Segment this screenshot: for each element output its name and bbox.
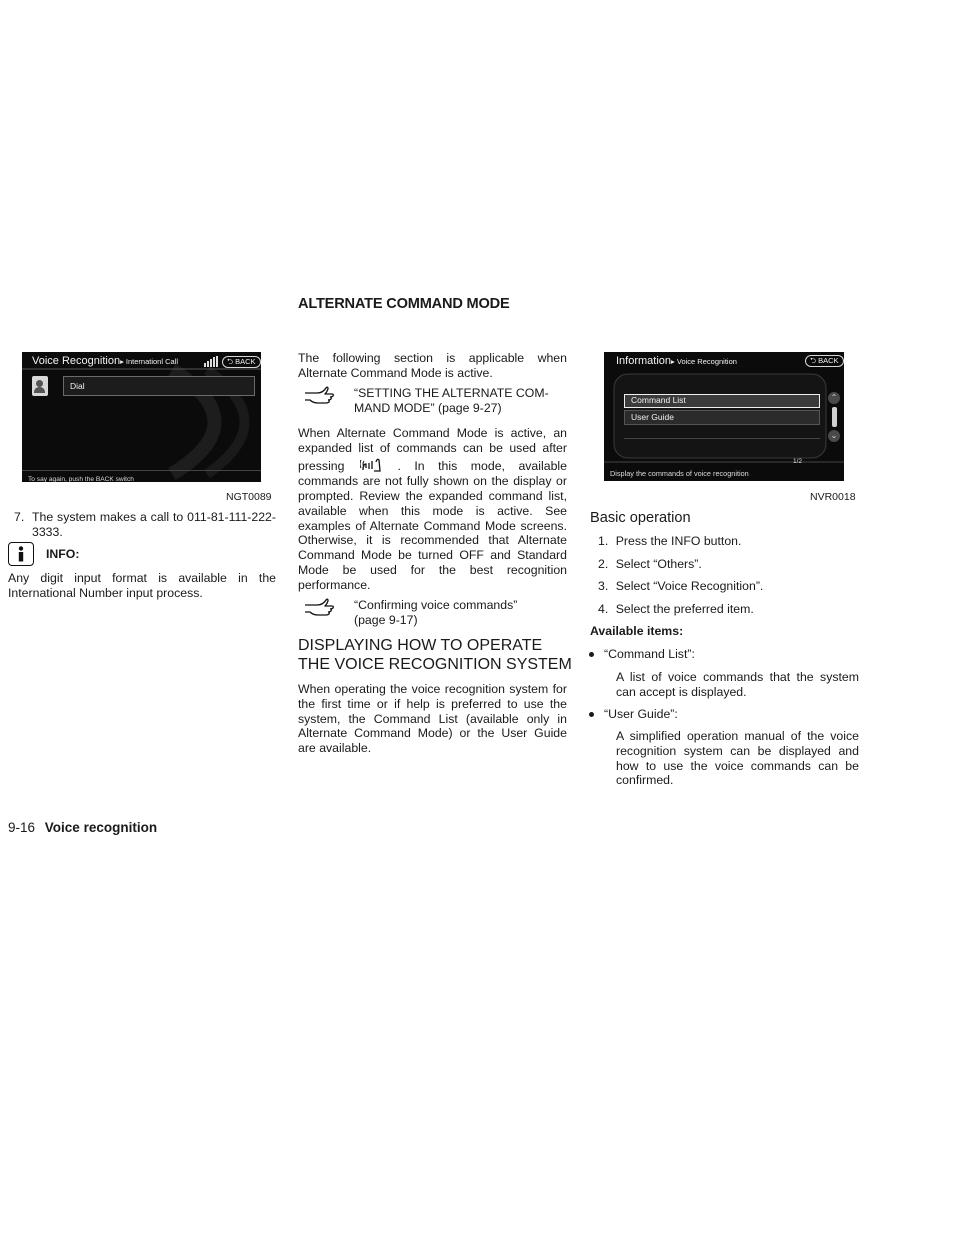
reference-2-line-1: “Confirming voice commands” [354, 598, 518, 612]
step-1 [598, 534, 741, 549]
screen-title-text: Voice Recognition [32, 355, 121, 367]
menu-divider [624, 438, 820, 439]
step-3-text: Select “Voice Recognition”. [615, 579, 764, 593]
item-command-list-desc: A list of voice commands that the system can accept is displayed. [616, 670, 859, 699]
step-3 [598, 579, 763, 594]
step-1-text: Press the INFO button. [615, 534, 742, 548]
screen-background-arcs [22, 352, 261, 482]
step-7-text: The system makes a call to 011-81-111-222-3333. [32, 510, 276, 539]
pointing-hand-icon [304, 596, 334, 616]
paragraph-1: The following section is applicable when Alternate Command Mode is active. [298, 351, 567, 380]
item-command-list-label: “Command List”: [604, 647, 695, 661]
info-text: Any digit input format is available in the International Number input process. [8, 571, 276, 600]
menu-item-command-list[interactable] [624, 394, 820, 408]
scroll-up-icon[interactable]: ⌃ [828, 392, 840, 404]
reference-2 [354, 598, 517, 628]
back-button-label: BACK [235, 357, 256, 366]
reference-1-line-1: “SETTING THE ALTERNATE COM- [354, 386, 549, 400]
footer [8, 821, 157, 836]
page-indicator: 1/2 [793, 458, 803, 465]
step-4 [598, 602, 754, 617]
scroll-down-icon[interactable]: ⌄ [828, 430, 840, 442]
screen-status-text: Display the commands of voice recognition [610, 469, 749, 478]
information-screen [604, 352, 844, 481]
screen-status-text: To say again, push the BACK switch [28, 476, 134, 482]
screen-title-sub: ▸ Internationl Call [120, 357, 179, 366]
status-bar-divider [22, 470, 261, 471]
person-silhouette-icon [36, 380, 43, 387]
section-heading: ALTERNATE COMMAND MODE [298, 296, 510, 312]
back-button[interactable] [805, 355, 844, 367]
step-4-text: Select the preferred item. [615, 602, 754, 616]
item-user-guide-desc: A simplified operation manual of the voice recognition system can be displayed and how to use the voice commands can be confirmed. [616, 729, 859, 788]
reference-1-line-2: MAND MODE” (page 9-27) [354, 400, 502, 415]
step-2-text: Select “Others”. [615, 557, 702, 571]
back-button-label: BACK [818, 356, 839, 365]
screen-title-sub: ▸ Voice Recognition [671, 357, 737, 366]
screen-title-text: Information [616, 355, 672, 367]
signal-icon [204, 356, 220, 367]
item-user-guide-label: “User Guide”: [604, 707, 678, 721]
step-7-number: 7. [14, 510, 25, 524]
voice-recognition-screen [22, 352, 261, 482]
pointing-hand-icon [304, 384, 334, 404]
reference-2-line-2: (page 9-17) [354, 612, 418, 627]
figure-caption: NVR0018 [810, 491, 856, 503]
paragraph-3: When operating the voice recognition system for the first time or if help is preferred to use the system, the Command List (available only in Alternate Command Mode) or the User Guide are available. [298, 682, 567, 756]
sub-heading-line-2: THE VOICE RECOGNITION SYSTEM [298, 655, 572, 673]
sub-heading-basic-operation: Basic operation [590, 510, 691, 526]
page-number: 9-16 [8, 820, 36, 835]
sub-heading-line-1: DISPLAYING HOW TO OPERATE [298, 637, 543, 654]
screen-title [616, 354, 737, 370]
screen-title [32, 354, 178, 370]
menu-item-user-guide[interactable] [624, 410, 820, 425]
paragraph-2-end: . In this mode, available commands are not fully shown on the display or prompted. Review the expanded command list, available when this mode is active. See examples of Alternate Command Mode screens. Otherwise, it is recommended that Alternate Command Mode be turned OFF and Standard Mode be used for the best recognition performance. [298, 458, 567, 593]
available-items-heading: Available items: [590, 624, 684, 638]
sub-heading-displaying [298, 637, 572, 674]
step-4-number: 4. [598, 602, 609, 616]
menu-item-command-list-label: Command List [631, 395, 686, 405]
paragraph-2-start: When Alternate Command Mode is active, an expanded list of commands can be used after pressing [298, 426, 567, 473]
step-2 [598, 557, 702, 572]
phonebook-icon [32, 376, 48, 396]
scrollbar-thumb[interactable] [832, 407, 837, 427]
back-arrow-icon: ⮌ [810, 356, 817, 365]
dial-row[interactable] [63, 376, 255, 396]
back-button[interactable] [222, 356, 261, 368]
talk-switch-icon [360, 456, 382, 474]
paragraph-2 [298, 426, 567, 593]
figure-caption: NGT0089 [226, 491, 272, 503]
info-icon [8, 542, 34, 566]
reference-1 [354, 386, 549, 416]
dial-row-label: Dial [70, 381, 85, 391]
back-arrow-icon: ⮌ [227, 357, 234, 366]
step-3-number: 3. [598, 579, 609, 593]
step-1-number: 1. [598, 534, 609, 548]
step-2-number: 2. [598, 557, 609, 571]
info-glyph [16, 546, 26, 562]
menu-item-user-guide-label: User Guide [631, 412, 674, 422]
info-heading: INFO: [46, 547, 80, 561]
footer-section-title: Voice recognition [44, 820, 158, 835]
